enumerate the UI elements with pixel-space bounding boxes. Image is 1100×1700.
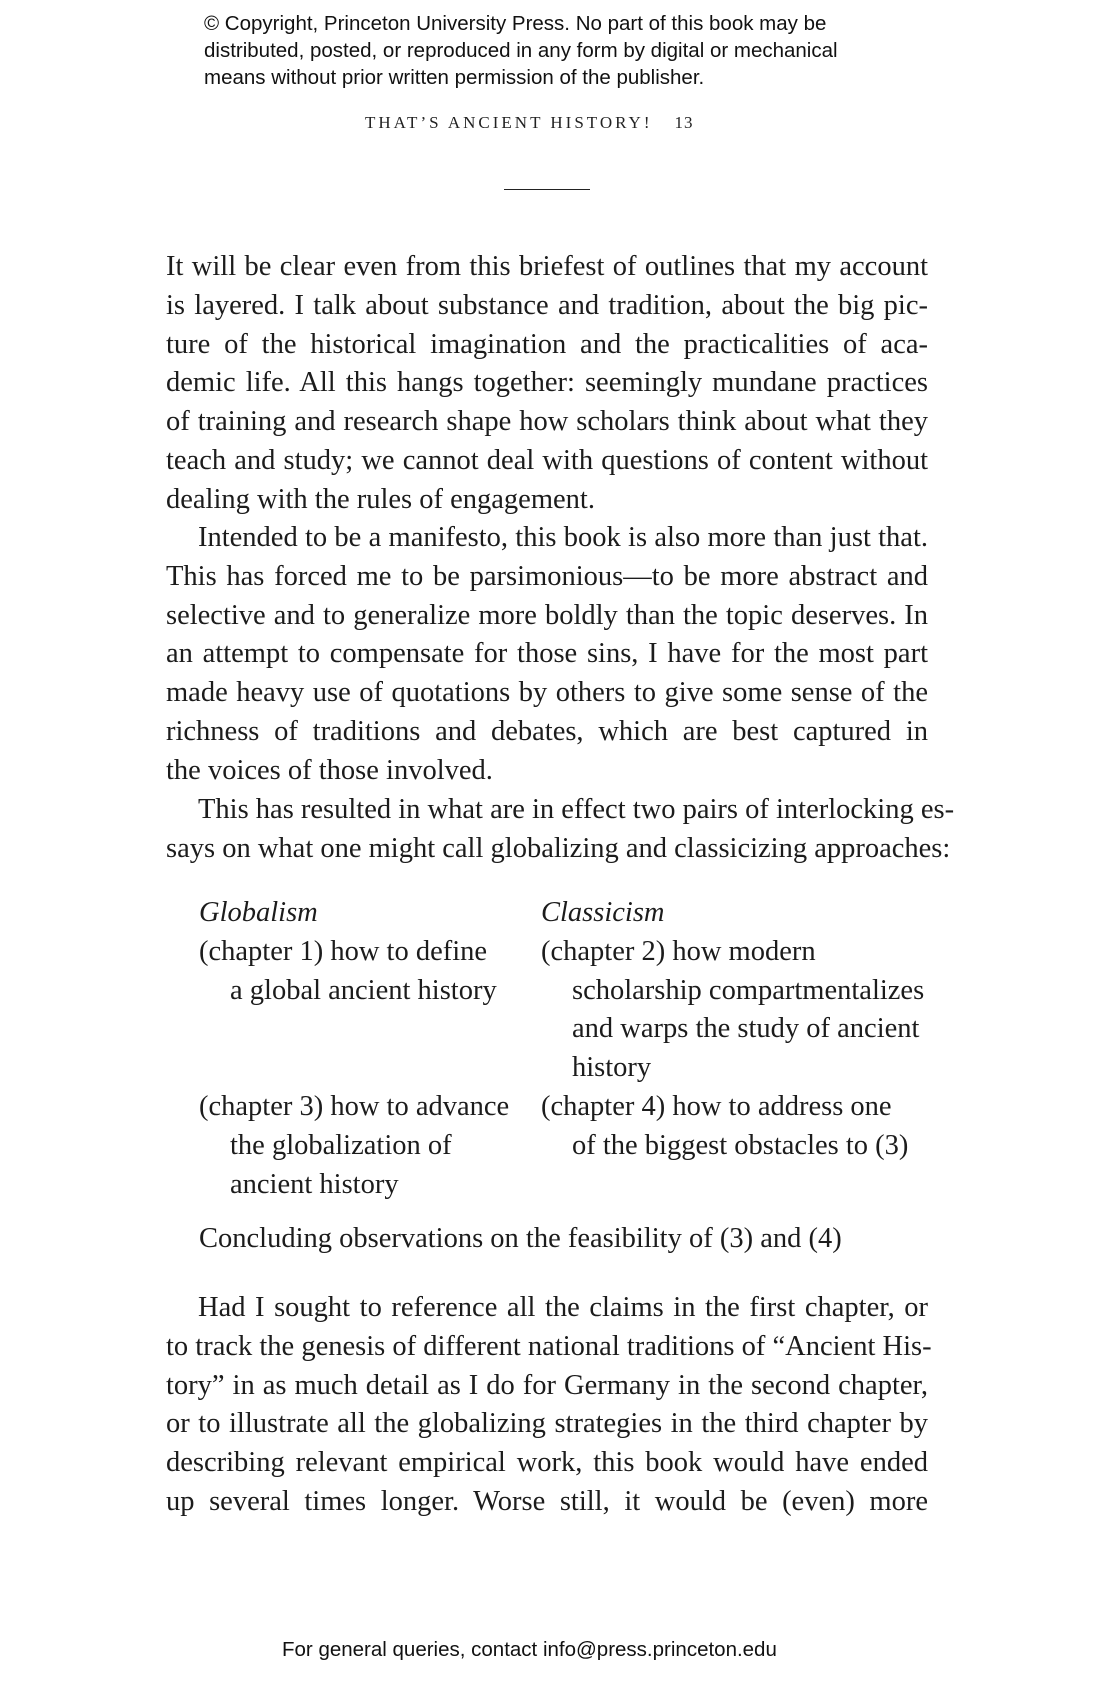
outline-column-classicism <box>541 894 941 1166</box>
outline-line: (chapter 4) how to address one <box>541 1090 892 1122</box>
footer-contact: For general queries, contact info@press.princeton.edu <box>282 1638 777 1661</box>
text-line: dealing with the rules of engagement. <box>166 483 595 515</box>
paragraph-3 <box>166 791 955 869</box>
copyright-line: means without prior written permission of the publisher. <box>204 66 705 89</box>
copyright-notice <box>204 10 964 91</box>
text-line: of training and research shape how scholars think about what they <box>166 406 928 438</box>
outline-heading-classicism: Classicism <box>541 897 665 928</box>
text-line: up several times longer. Worse still, it would be (even) more <box>166 1485 928 1517</box>
text-line: It will be clear even from this briefest of outlines that my account <box>166 251 928 282</box>
paragraph-2 <box>166 519 928 791</box>
outline-column-globalism <box>199 894 539 1204</box>
text-line: demic life. All this hangs together: seemingly mundane practices <box>166 367 928 399</box>
text-line: Had I sought to reference all the claims in the first chapter, or <box>198 1292 928 1323</box>
text-line: This has forced me to be parsimonious—to be more abstract and <box>166 560 928 592</box>
section-divider <box>504 189 590 190</box>
outline-line: scholarship compartmentalizes <box>572 974 925 1006</box>
outline-line: history <box>572 1052 652 1084</box>
paragraph-4 <box>166 1289 932 1522</box>
outline-concluding: Concluding observations on the feasibility of (3) and (4) <box>199 1223 842 1254</box>
copyright-line: © Copyright, Princeton University Press. No part of this book may be <box>204 12 827 35</box>
outline-heading-globalism: Globalism <box>199 897 318 928</box>
outline-entry-chapter-3 <box>199 1088 539 1204</box>
text-line: ture of the historical imagination and the practicalities of aca- <box>166 328 928 360</box>
text-line: teach and study; we cannot deal with questions of content without <box>166 444 928 476</box>
text-line: says on what one might call globalizing and classicizing approaches: <box>166 832 951 864</box>
outline-entry-chapter-1 <box>199 933 539 1011</box>
page-number: 13 <box>674 113 694 132</box>
copyright-line: distributed, posted, or reproduced in any form by digital or mechanical <box>204 39 838 62</box>
text-line: Intended to be a manifesto, this book is also more than just that. <box>198 522 928 553</box>
outline-line: and warps the study of ancient <box>572 1013 920 1045</box>
running-head <box>365 113 765 133</box>
outline-line: ancient history <box>230 1168 399 1200</box>
text-line: richness of traditions and debates, which are best captured in <box>166 715 928 747</box>
running-head-title: THAT’S ANCIENT HISTORY! <box>365 113 653 132</box>
text-line: selective and to generalize more boldly than the topic deserves. In <box>166 599 928 631</box>
text-line: an attempt to compensate for those sins, I have for the most part <box>166 638 928 670</box>
text-line: This has resulted in what are in effect two pairs of interlocking es- <box>198 794 955 825</box>
outline-line: of the biggest obstacles to (3) <box>572 1129 909 1161</box>
text-line: to track the genesis of different national traditions of “Ancient His- <box>166 1330 932 1362</box>
text-line: the voices of those involved. <box>166 754 493 786</box>
outline-line: (chapter 2) how modern <box>541 935 816 967</box>
text-line: tory” in as much detail as I do for Germany in the second chapter, <box>166 1369 928 1401</box>
text-line: describing relevant empirical work, this book would have ended <box>166 1447 928 1479</box>
text-line: or to illustrate all the globalizing strategies in the third chapter by <box>166 1408 928 1440</box>
outline-line: a global ancient history <box>230 974 497 1006</box>
text-line: made heavy use of quotations by others to give some sense of the <box>166 677 928 709</box>
outline-entry-chapter-2 <box>541 933 941 1088</box>
outline-entry-chapter-4 <box>541 1088 941 1166</box>
text-line: is layered. I talk about substance and tradition, about the big pic- <box>166 289 928 321</box>
outline-line: (chapter 3) how to advance <box>199 1090 510 1122</box>
outline-line: the globalization of <box>230 1129 452 1161</box>
outline-line: (chapter 1) how to define <box>199 935 488 967</box>
paragraph-1 <box>166 248 928 520</box>
